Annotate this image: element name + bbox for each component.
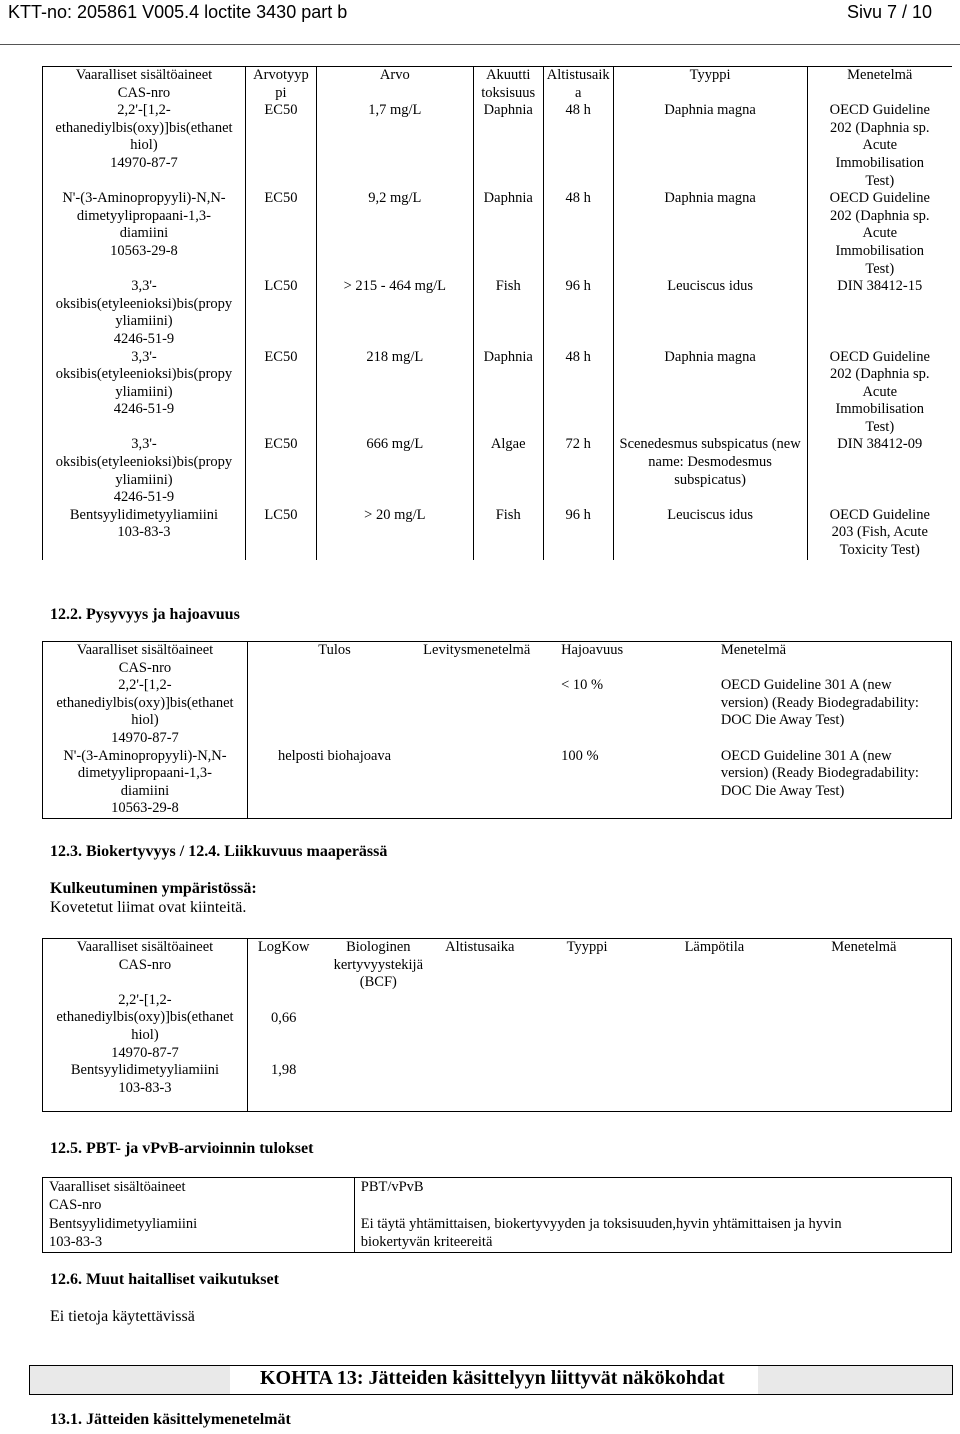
cell-value: 218 mg/L	[316, 349, 473, 437]
table-row	[43, 1215, 952, 1253]
cell-species: Scenedesmus subspicatus (new name: Desmodesmus subspicatus)	[613, 436, 807, 506]
document-id: KTT-no: 205861 V005.4 loctite 3430 part b	[8, 2, 348, 22]
cell-substance: 3,3'- oksibis(etyleenioksi)bis(propy yliamiini) 4246-51-9	[43, 349, 246, 437]
cell-value-type: EC50	[245, 190, 316, 278]
mobility-title: Kulkeutuminen ympäristössä:	[50, 880, 257, 897]
cell-value: 666 mg/L	[316, 436, 473, 506]
table-row	[43, 507, 953, 560]
col-exposure: Altistusaik a	[543, 67, 613, 103]
cell-result: helposti biohajoava	[277, 747, 392, 764]
col-acute: Akuutti toksisuus	[473, 67, 543, 103]
col-substance: Vaaralliset sisältöaineet CAS-nro	[43, 939, 248, 992]
cell-method: DIN 38412-15	[837, 278, 923, 295]
cell-value: 1,7 mg/L	[316, 102, 473, 190]
cell-exposure: 48 h	[543, 190, 613, 278]
section-12-2-title: 12.2. Pysyvyys ja hajoavuus	[50, 606, 240, 623]
section-13-title: KOHTA 13: Jätteiden käsittelyyn liittyvät näkökohdat	[260, 1367, 725, 1389]
cell-species: Leuciscus idus	[613, 278, 807, 348]
cell-application-method	[421, 748, 559, 819]
cell-species: Leuciscus idus	[613, 507, 807, 560]
section-12-3-title: 12.3. Biokertyvyys / 12.4. Liikkuvuus maaperässä	[50, 843, 388, 860]
table-row	[43, 190, 953, 278]
table-row	[43, 349, 953, 437]
page-number: Sivu 7 / 10	[846, 2, 932, 22]
table-header-row	[43, 67, 953, 103]
cell-exposure: 96 h	[543, 278, 613, 348]
section-13-1-title: 13.1. Jätteiden käsittelymenetelmät	[50, 1411, 291, 1428]
cell-pbt: Ei täytä yhtämittaisen, biokertyvyyden ja toksisuuden,hyvin yhtämittaisen ja hyvin biokertyvän kriteereitä	[360, 1216, 842, 1250]
cell-method: OECD Guideline 202 (Daphnia sp. Acute Immobilisation Test)	[829, 348, 930, 435]
cell-substance: N'-(3-Aminopropyyli)-N,N- dimetyylipropaani-1,3- diamiini 10563-29-8	[43, 748, 248, 819]
cell-method: OECD Guideline 301 A (new version) (Ready Biodegradability: DOC Die Away Test)	[720, 747, 919, 799]
cell-exposure: 48 h	[543, 102, 613, 190]
col-species: Tyyppi	[613, 67, 807, 103]
cell-exposure: 48 h	[543, 349, 613, 437]
cell-substance: Bentsyylidimetyyliamiini 103-83-3	[43, 1062, 248, 1112]
table-row	[43, 278, 953, 348]
section-12-6-text: Ei tietoja käytettävissä	[50, 1308, 195, 1325]
cell-result	[247, 677, 421, 747]
table-header-row	[43, 642, 952, 678]
cell-value-type: LC50	[245, 278, 316, 348]
section-12-6-title: 12.6. Muut haitalliset vaikutukset	[50, 1271, 279, 1288]
section-12-5-title: 12.5. PBT- ja vPvB-arvioinnin tulokset	[50, 1140, 314, 1157]
col-substance: Vaaralliset sisältöaineet CAS-nro	[43, 642, 248, 678]
cell-substance: 3,3'- oksibis(etyleenioksi)bis(propy yliamiini) 4246-51-9	[43, 278, 246, 348]
cell-method: OECD Guideline 202 (Daphnia sp. Acute Immobilisation Test)	[829, 190, 930, 277]
mobility-text: Kovetetut liimat ovat kiinteitä.	[50, 899, 247, 916]
cell-substance: 2,2'-[1,2- ethanediylbis(oxy)]bis(ethanet hiol) 14970-87-7	[43, 102, 246, 190]
col-substance: Vaaralliset sisältöaineet CAS-nro	[43, 67, 246, 103]
cell-species: Daphnia magna	[613, 102, 807, 190]
cell-degradability: < 10 %	[561, 677, 604, 694]
cell-logkow: 0,66	[270, 1009, 297, 1026]
cell-substance: 2,2'-[1,2- ethanediylbis(oxy)]bis(ethanet hiol) 14970-87-7	[43, 992, 248, 1062]
col-method: Menetelmä	[847, 67, 913, 83]
table-row	[43, 748, 952, 819]
table-header-row	[43, 939, 952, 992]
cell-value: 9,2 mg/L	[316, 190, 473, 278]
table-row	[43, 102, 953, 190]
table-header-row	[43, 1178, 952, 1216]
cell-acute: Algae	[473, 436, 543, 506]
cell-value-type: EC50	[245, 349, 316, 437]
cell-acute: Fish	[473, 278, 543, 348]
col-value: Arvo	[316, 67, 473, 103]
bioaccumulation-table	[42, 938, 952, 1112]
col-exposure: Altistusaika	[445, 939, 515, 955]
col-substance: Vaaralliset sisältöaineet CAS-nro	[43, 1178, 355, 1216]
table-row	[43, 992, 952, 1062]
cell-substance: 3,3'- oksibis(etyleenioksi)bis(propy yliamiini) 4246-51-9	[43, 436, 246, 506]
cell-application-method	[421, 677, 559, 747]
cell-method: OECD Guideline 203 (Fish, Acute Toxicity Test)	[829, 506, 930, 559]
col-value-type: Arvotyyp pi	[245, 67, 316, 103]
cell-logkow: 1,98	[270, 1062, 297, 1079]
cell-acute: Daphnia	[473, 102, 543, 190]
pbt-table	[42, 1177, 952, 1253]
cell-substance: Bentsyylidimetyyliamiini 103-83-3	[43, 507, 246, 560]
col-type: Tyyppi	[566, 939, 608, 955]
cell-exposure: 72 h	[543, 436, 613, 506]
cell-species: Daphnia magna	[613, 349, 807, 437]
cell-substance: 2,2'-[1,2- ethanediylbis(oxy)]bis(ethanet hiol) 14970-87-7	[43, 677, 248, 747]
col-application-method: Levitysmenetelmä	[423, 642, 531, 658]
cell-method: OECD Guideline 202 (Daphnia sp. Acute Immobilisation Test)	[829, 102, 930, 189]
cell-acute: Daphnia	[473, 190, 543, 278]
header-divider	[0, 44, 960, 45]
col-temperature: Lämpötila	[684, 939, 745, 955]
cell-value: > 20 mg/L	[316, 507, 473, 560]
col-result: Tulos	[318, 642, 351, 658]
cell-acute: Daphnia	[473, 349, 543, 437]
col-degradability: Hajoavuus	[561, 642, 624, 658]
col-method: Menetelmä	[720, 642, 787, 658]
table-row	[43, 1062, 952, 1112]
col-method: Menetelmä	[831, 939, 897, 955]
cell-method: DIN 38412-09	[837, 436, 923, 453]
section-13-banner	[29, 1365, 953, 1395]
cell-value: > 215 - 464 mg/L	[316, 278, 473, 348]
degradability-table	[42, 641, 952, 819]
col-bcf: Biologinen kertyvyystekijä (BCF)	[333, 939, 424, 991]
cell-acute: Fish	[473, 507, 543, 560]
page-header	[0, 0, 960, 26]
cell-value-type: LC50	[245, 507, 316, 560]
table-row	[43, 436, 953, 506]
table-row	[43, 677, 952, 747]
cell-degradability: 100 %	[561, 747, 599, 764]
ecotoxicity-table	[42, 66, 952, 560]
col-logkow: LogKow	[257, 939, 310, 955]
cell-method: OECD Guideline 301 A (new version) (Ready Biodegradability: DOC Die Away Test)	[720, 677, 919, 729]
cell-exposure: 96 h	[543, 507, 613, 560]
cell-substance: N'-(3-Aminopropyyli)-N,N- dimetyylipropaani-1,3- diamiini 10563-29-8	[43, 190, 246, 278]
cell-value-type: EC50	[245, 436, 316, 506]
cell-substance: Bentsyylidimetyyliamiini 103-83-3	[43, 1215, 355, 1253]
cell-value-type: EC50	[245, 102, 316, 190]
cell-species: Daphnia magna	[613, 190, 807, 278]
col-pbt: PBT/vPvB	[360, 1179, 424, 1195]
